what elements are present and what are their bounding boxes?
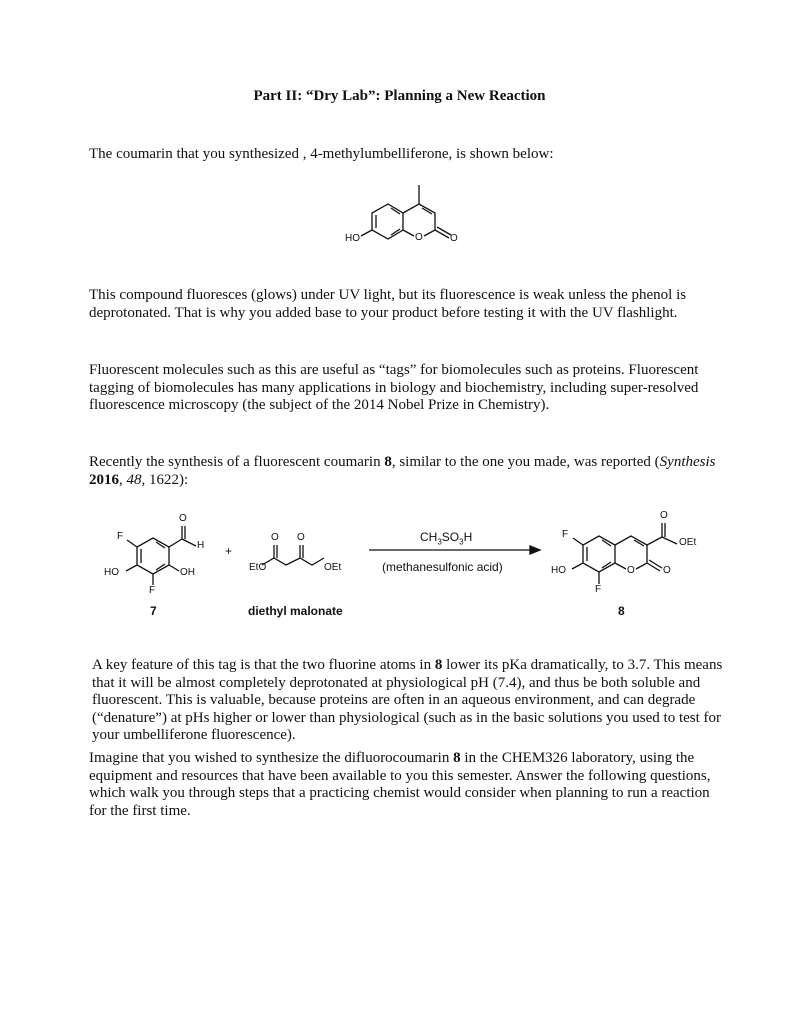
- intro-paragraph: The coumarin that you synthesized , 4-methylumbelliferone, is shown below:: [89, 146, 554, 162]
- r1-fluorine-top: F: [117, 531, 124, 542]
- p-ring-oxygen: O: [627, 565, 635, 576]
- compound-7-label: 7: [150, 604, 157, 618]
- compound-8-ref: 8: [384, 454, 392, 470]
- plus-sign: +: [225, 544, 233, 558]
- ring-oxygen-label: O: [415, 232, 423, 243]
- p-carbonyl-oxygen: O: [663, 565, 671, 576]
- citation-volume: 48,: [126, 471, 146, 488]
- key-feature-paragraph: A key feature of this tag is that the two fluorine atoms in 8 lower its pKa dramatically, to 3.7. This means that it will be almost completely deprotonated at physiological pH (7.4), and thus be both soluble and fluorescent. This is valuable, because proteins are often in an aqueous environment, and can degrade (“denature”) at pHs higher or lower than physiological (such as in the basic solutions you used to test for your umbelliferone fluorescence).: [92, 657, 723, 744]
- r2-carbonyl-o2: O: [297, 532, 305, 543]
- page-title: Part II: “Dry Lab”: Planning a New Reaction: [253, 88, 546, 104]
- r1-aldehyde-h: H: [197, 540, 205, 551]
- reagent-formula: $CH_3SO_3H$: [420, 530, 473, 547]
- compound-8-ref-imagine: 8: [453, 750, 461, 766]
- compound-8-ref-key: 8: [434, 657, 443, 673]
- r1-aldehyde-o: O: [179, 513, 187, 524]
- tags-paragraph: Fluorescent molecules such as this are useful as “tags” for biomolecules such as proteins. Fluorescent tagging of biomolecules has many applications in biology and biochemistry, including super-resolved fluorescence microscopy (the subject of the 2014 Nobel Prize in Chemistry).: [89, 362, 699, 414]
- reagent-name: (methanesulfonic acid): [382, 560, 503, 574]
- r1-fluorine-bottom: F: [149, 585, 156, 596]
- citation-year: 2016: [89, 471, 119, 488]
- fluorescence-paragraph: This compound fluoresces (glows) under UV light, but its fluorescence is weak unless the phenol is deprotonated. That is why you added base to your product before testing it with the UV flashlight.: [89, 287, 687, 321]
- r2-carbonyl-o1: O: [271, 532, 279, 543]
- p-fluorine-top: F: [562, 529, 569, 540]
- carbonyl-oxygen-label: O: [450, 233, 458, 244]
- p-fluorine-bottom: F: [595, 584, 602, 595]
- p-ethoxy: OEt: [679, 537, 697, 548]
- diethyl-malonate-label: diethyl malonate: [248, 604, 343, 618]
- imagine-paragraph: Imagine that you wished to synthesize the difluorocoumarin 8 in the CHEM326 laboratory, using the equipment and resources that have been available to you this semester. Answer the following questions, which walk you through steps that a practicing chemist would consider when planning to run a reaction for the first time.: [89, 750, 711, 819]
- p-hydroxyl: HO: [551, 565, 566, 576]
- compound-8-label: 8: [618, 604, 625, 618]
- r2-ethoxy-left: EtO: [249, 562, 267, 573]
- p-ester-oxygen: O: [660, 510, 668, 521]
- r2-ethoxy-right: OEt: [324, 562, 342, 573]
- journal-name: Synthesis: [659, 454, 716, 470]
- ho-label: HO: [345, 233, 360, 244]
- recent-synthesis-paragraph: Recently the synthesis of a fluorescent coumarin 8, similar to the one you made, was reported (Synthesis 2016, 48, 1622):: [89, 454, 716, 488]
- r1-hydroxyl-left: HO: [104, 567, 119, 578]
- r1-hydroxyl-right: OH: [180, 567, 195, 578]
